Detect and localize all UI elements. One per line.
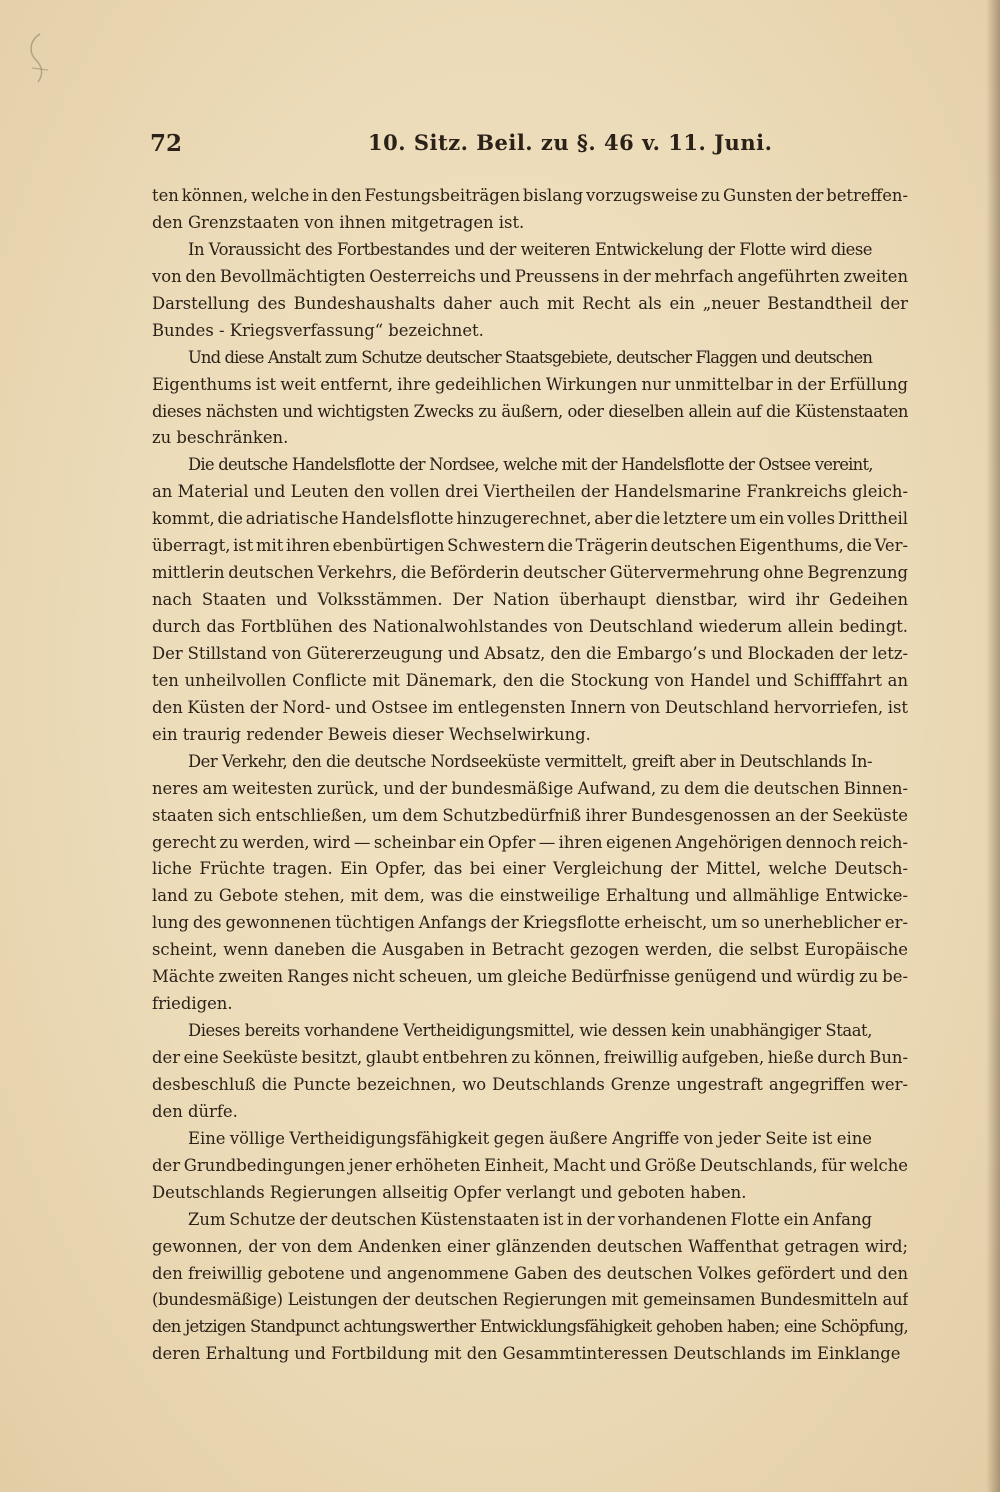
text-line: Deutschlands Regierungen allseitig Opfer verlangt und geboten haben. <box>152 1182 747 1202</box>
paragraph <box>152 237 908 345</box>
text-line: land zu Gebote stehen, mit dem, was die einstweilige Erhaltung und allmählige Entwicke- <box>152 886 908 906</box>
text-line: Der Stillstand von Gütererzeugung und Absatz, den die Embargo’s und Blockaden der letz- <box>152 643 908 663</box>
text-line: den jetzigen Standpunct achtungswerther Entwicklungsfähigkeit gehoben haben; eine Schöpfung, <box>152 1317 908 1337</box>
text-line: friedigen. <box>152 994 233 1014</box>
text-line: durch das Fortblühen des Nationalwohlstandes von Deutschland wiederum allein bedingt. <box>152 617 908 636</box>
text-line: Und diese Anstalt zum Schutze deutscher Staatsgebiete, deutscher Flaggen und deutschen <box>188 347 872 367</box>
text-line: Die deutsche Handelsflotte der Nordsee, welche mit der Handelsflotte der Ostsee vereint, <box>188 455 873 475</box>
text-line: staaten sich entschließen, um dem Schutzbedürfniß ihrer Bundesgenossen an der Seeküste <box>152 805 908 825</box>
text-line: Dieses bereits vorhandene Vertheidigungsmittel, wie dessen kein unabhängiger Staat, <box>188 1021 872 1041</box>
text-line: Der Verkehr, den die deutsche Nordseeküste vermittelt, greift aber in Deutschlands In- <box>188 751 872 771</box>
page-number: 72 <box>150 130 183 157</box>
text-line: den Küsten der Nord- und Ostsee im entlegensten Innern von Deutschland hervorriefen, ist <box>152 697 908 717</box>
paragraph <box>152 345 908 453</box>
text-line: dieses nächsten und wichtigsten Zwecks zu äußern, oder dieselben allein auf die Küstenstaaten <box>152 401 908 421</box>
paragraph <box>152 1207 908 1369</box>
text-line: zu beschränken. <box>152 428 289 448</box>
text-line: der Grundbedingungen jener erhöheten Einheit, Macht und Größe Deutschlands, für welche <box>152 1155 908 1175</box>
text-line: desbeschluß die Puncte bezeichnen, wo Deutschlands Grenze ungestraft angegriffen wer- <box>152 1074 908 1094</box>
paragraph <box>152 452 908 748</box>
text-line: deren Erhaltung und Fortbildung mit den Gesammtinteressen Deutschlands im Einklange <box>152 1344 901 1364</box>
page-header <box>150 130 910 164</box>
text-line: ten können, welche in den Festungsbeiträgen bislang vorzugsweise zu Gunsten der betreffen- <box>152 186 908 205</box>
paragraph <box>152 1126 908 1207</box>
text-line: von den Bevollmächtigten Oesterreichs und Preussens in der mehrfach angeführten zweiten <box>152 266 908 286</box>
text-line: Eine völlige Vertheidigungsfähigkeit gegen äußere Angriffe von jeder Seite ist eine <box>188 1128 872 1148</box>
text-line: an Material und Leuten den vollen drei Viertheilen der Handelsmarine Frankreichs gleich- <box>152 482 908 502</box>
text-line: Mächte zweiten Ranges nicht scheuen, um gleiche Bedürfnisse genügend und würdig zu be- <box>152 967 908 987</box>
text-line: In Voraussicht des Fortbestandes und der weiteren Entwickelung der Flotte wird diese <box>188 239 872 259</box>
text-line: den dürfe. <box>152 1101 238 1121</box>
paragraph <box>152 183 908 237</box>
text-line: gerecht zu werden, wird — scheinbar ein Opfer — ihren eigenen Angehörigen dennoch reich- <box>152 832 908 852</box>
pencil-mark <box>22 30 62 100</box>
text-line: gewonnen, der von dem Andenken einer glänzenden deutschen Waffenthat getragen wird; <box>152 1236 908 1256</box>
text-line: Darstellung des Bundeshaushalts daher auch mit Recht als ein „neuer Bestandtheil der <box>152 293 908 313</box>
text-line: ten unheilvollen Conflicte mit Dänemark, den die Stockung von Handel und Schifffahrt an <box>152 670 908 690</box>
text-line: Eigenthums ist weit entfernt, ihre gedeihlichen Wirkungen nur unmittelbar in der Erfüllung <box>152 374 908 394</box>
text-line: neres am weitesten zurück, und der bundesmäßige Aufwand, zu dem die deutschen Binnen- <box>152 778 908 798</box>
body-text <box>152 183 908 1368</box>
text-line: scheint, wenn daneben die Ausgaben in Betracht gezogen werden, die selbst Europäische <box>152 940 908 960</box>
running-head: 10. Sitz. Beil. zu §. 46 v. 11. Juni. <box>368 130 773 155</box>
page-edge-shadow <box>986 0 1000 1492</box>
text-line: Zum Schutze der deutschen Küstenstaaten ist in der vorhandenen Flotte ein Anfang <box>188 1209 872 1229</box>
paragraph <box>152 749 908 1018</box>
paragraph <box>152 1018 908 1126</box>
text-line: liche Früchte tragen. Ein Opfer, das bei einer Vergleichung der Mittel, welche Deutsch- <box>152 859 908 879</box>
text-line: den Grenzstaaten von ihnen mitgetragen ist. <box>152 212 525 232</box>
text-line: (bundesmäßige) Leistungen der deutschen Regierungen mit gemeinsamen Bundesmitteln auf <box>152 1290 908 1310</box>
text-line: ein traurig redender Beweis dieser Wechselwirkung. <box>152 724 591 744</box>
text-line: Bundes - Kriegsverfassung“ bezeichnet. <box>152 320 484 340</box>
text-line: kommt, die adriatische Handelsflotte hinzugerechnet, aber die letztere um ein volles Drittheil <box>152 509 908 529</box>
text-line: überragt, ist mit ihren ebenbürtigen Schwestern die Trägerin deutschen Eigenthums, die Ver- <box>152 536 908 556</box>
text-line: nach Staaten und Volksstämmen. Der Nation überhaupt dienstbar, wird ihr Gedeihen <box>152 590 908 610</box>
text-line: den freiwillig gebotene und angenommene Gaben des deutschen Volkes gefördert und den <box>152 1263 908 1283</box>
text-line: lung des gewonnenen tüchtigen Anfangs der Kriegsflotte erheischt, um so unerheblicher er- <box>152 913 908 933</box>
text-line: der eine Seeküste besitzt, glaubt entbehren zu können, freiwillig aufgeben, hieße durch Bun- <box>152 1048 908 1067</box>
text-line: mittlerin deutschen Verkehrs, die Beförderin deutscher Gütervermehrung ohne Begrenzung <box>152 563 908 583</box>
